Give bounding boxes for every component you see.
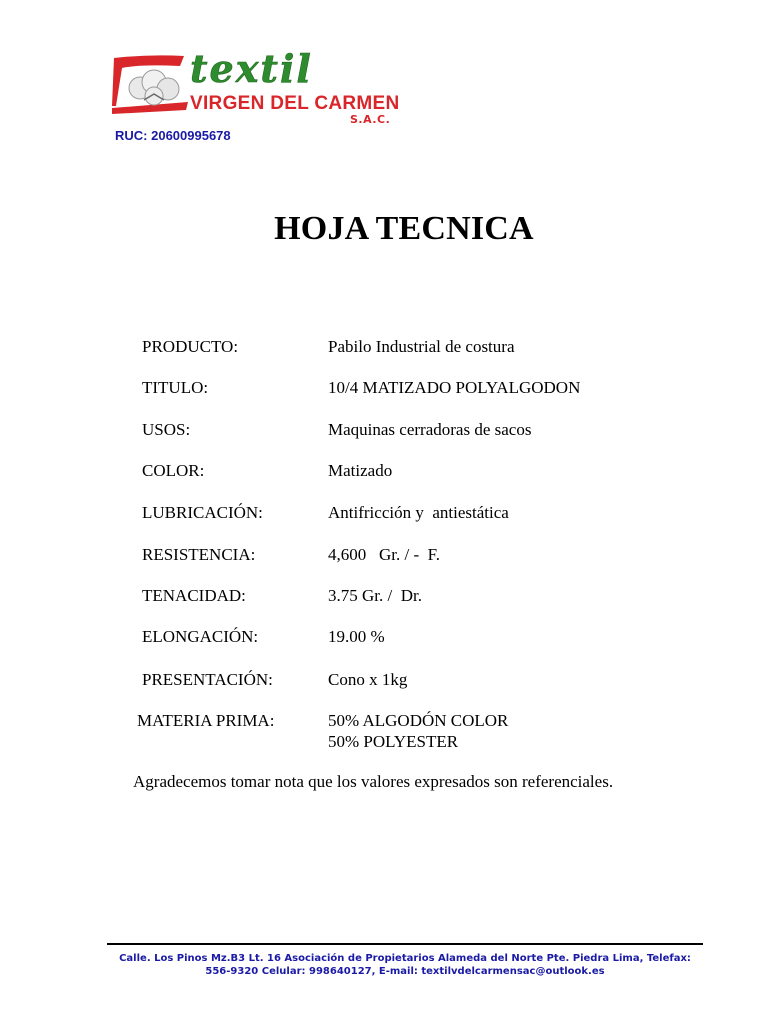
- spec-value: Matizado: [328, 461, 393, 480]
- spec-value: Maquinas cerradoras de sacos: [328, 420, 532, 439]
- logo-brand-word: textil: [190, 52, 313, 91]
- logo-company-suffix: S.A.C.: [350, 113, 391, 126]
- reference-note: Agradecemos tomar nota que los valores expresados son referenciales.: [133, 772, 614, 791]
- spec-value: Pabilo Industrial de costura: [328, 337, 515, 356]
- spec-label: COLOR:: [142, 461, 205, 480]
- spec-label: PRODUCTO:: [142, 337, 239, 356]
- footer-divider: [107, 943, 703, 945]
- spec-label: TITULO:: [142, 378, 209, 397]
- spec-label: TENACIDAD:: [142, 586, 246, 605]
- spec-label: LUBRICACIÓN:: [142, 503, 263, 522]
- spec-value-secondary: 50% POLYESTER: [328, 732, 459, 751]
- ruc-number: RUC: 20600995678: [115, 128, 231, 143]
- document-title: HOJA TECNICA: [274, 210, 534, 247]
- logo-company-name: VIRGEN DEL CARMEN: [190, 93, 400, 114]
- spec-value: 4,600 Gr. / - F.: [328, 545, 440, 564]
- spec-value: 10/4 MATIZADO POLYALGODON: [328, 378, 581, 397]
- cotton-boll-icon: [129, 70, 179, 105]
- spec-label: ELONGACIÓN:: [142, 627, 259, 646]
- spec-value: 50% ALGODÓN COLOR: [328, 711, 509, 730]
- company-logo: [110, 52, 400, 126]
- spec-label: MATERIA PRIMA:: [137, 711, 275, 730]
- spec-label: USOS:: [142, 420, 191, 439]
- footer-contact: [107, 952, 703, 978]
- spec-label: RESISTENCIA:: [142, 545, 256, 564]
- footer-address-line: Calle. Los Pinos Mz.B3 Lt. 16 Asociación de Propietarios Alameda del Norte Pte. Piedra Lima, Telefax:: [119, 953, 691, 964]
- footer-contact-line: 556-9320 Celular: 998640127, E-mail: textilvdelcarmensac@outlook.es: [205, 966, 605, 977]
- spec-value: 3.75 Gr. / Dr.: [328, 586, 422, 605]
- spec-value: 19.00 %: [328, 627, 385, 646]
- spec-label: PRESENTACIÓN:: [142, 670, 273, 689]
- spec-value: Cono x 1kg: [328, 670, 408, 689]
- spec-value: Antifricción y antiestática: [328, 503, 509, 522]
